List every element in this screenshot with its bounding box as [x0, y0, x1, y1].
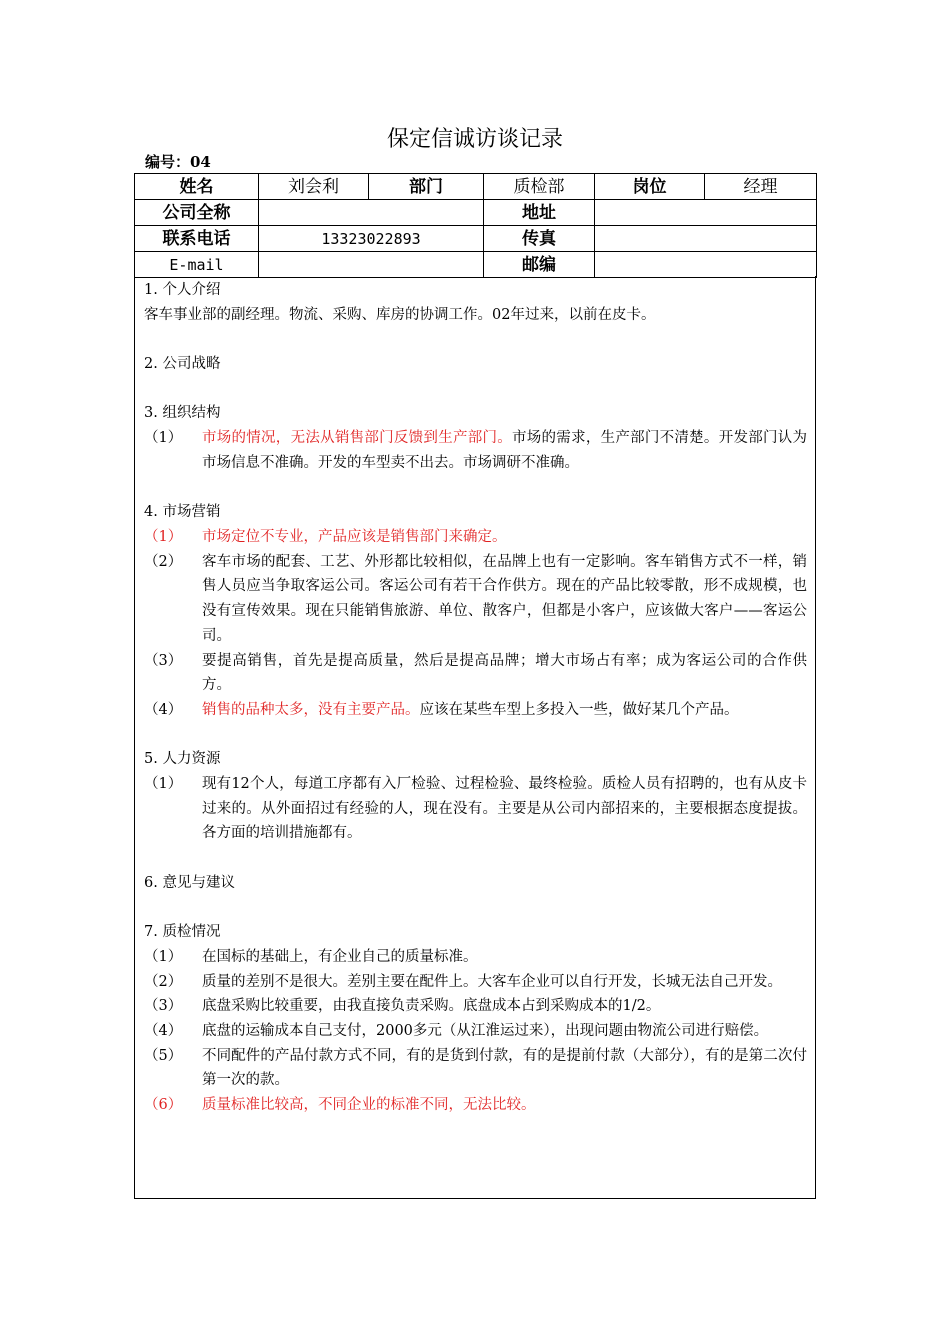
highlight-text: 销售的品种太多，没有主要产品。	[202, 701, 420, 718]
department-label: 部门	[369, 174, 484, 200]
item-number: （3）	[144, 652, 183, 669]
item-text: 客车市场的配套、工艺、外形都比较相似，在品牌上也有一定影响。客车销售方式不一样，销售人员应当争取客运公司。客运公司有若干合作供方。现在的产品比较零散，形不成规模，也没有宣传效果。现在只能销售旅游、单位、散客户，但都是小客户，应该做大客户——客运公司。	[202, 553, 807, 644]
item-number: （5）	[144, 1047, 183, 1064]
table-row	[135, 200, 817, 226]
item-number: （1）	[144, 948, 183, 965]
email-value	[259, 252, 484, 278]
info-table	[134, 173, 817, 278]
company-value	[259, 200, 484, 226]
table-row	[135, 174, 817, 200]
zip-label: 邮编	[484, 252, 595, 278]
list-item	[144, 1019, 807, 1044]
zip-value	[595, 252, 817, 278]
section-heading: 1. 个人介绍	[144, 282, 221, 298]
company-label: 公司全称	[135, 200, 259, 226]
item-text: 要提高销售，首先是提高质量，然后是提高品牌；增大市场占有率；成为客运公司的合作供方。	[202, 652, 807, 694]
item-number: （2）	[144, 973, 183, 990]
item-text: 应该在某些车型上多投入一些，做好某几个产品。	[419, 701, 739, 718]
item-number: （6）	[144, 1097, 183, 1114]
position-label: 岗位	[595, 174, 705, 200]
item-text: 质量的差别不是很大。差别主要在配件上。大客车企业可以自行开发，长城无法自己开发。	[202, 973, 782, 990]
section-heading: 4. 市场营销	[144, 504, 221, 521]
list-item	[144, 698, 807, 723]
list-item	[144, 1093, 807, 1118]
item-text: 底盘的运输成本自己支付，2000多元（从江淮运过来），出现问题由物流公司进行赔偿。	[202, 1023, 769, 1039]
item-number: （2）	[144, 553, 183, 570]
table-row	[135, 226, 817, 252]
highlight-text: 市场定位不专业，产品应该是销售部门来确定。	[202, 528, 507, 545]
table-row	[135, 252, 817, 278]
item-number: （4）	[144, 701, 183, 718]
document-number: 编号：04	[145, 153, 211, 171]
department-value: 质检部	[484, 174, 595, 200]
section-heading: 5. 人力资源	[144, 751, 221, 768]
list-item	[144, 1044, 807, 1093]
section-heading: 2. 公司战略	[144, 356, 221, 373]
list-item	[144, 772, 807, 846]
item-text: 在国标的基础上，有企业自己的质量标准。	[202, 948, 478, 965]
highlight-text: 市场的情况，无法从销售部门反馈到生产部门。	[202, 430, 513, 447]
item-number: （3）	[144, 998, 183, 1015]
item-number: （1）	[144, 430, 183, 447]
item-text: 市场的需求，生产部门不清楚。开发部门认为市场信息不准确。开发的车型卖不出去。市场调研不准确。	[202, 430, 808, 471]
list-item	[144, 649, 807, 698]
email-label: E-mail	[135, 252, 259, 278]
item-number: （1）	[144, 528, 183, 545]
item-text: 底盘采购比较重要，由我直接负责采购。底盘成本占到采购成本的1/2。	[202, 998, 661, 1015]
phone-label: 联系电话	[135, 226, 259, 252]
phone-value: 13323022893	[259, 226, 484, 252]
fax-label: 传真	[484, 226, 595, 252]
highlight-text: 质量标准比较高，不同企业的标准不同，无法比较。	[202, 1097, 536, 1114]
section-paragraph: 客车事业部的副经理。物流、采购、库房的协调工作。02年过来，以前在皮卡。	[144, 306, 656, 323]
item-text: 现有12个人，每道工序都有入厂检验、过程检验、最终检验。质检人员有招聘的，也有从皮卡过来的。从外面招过有经验的人，现在没有。主要是从公司内部招来的，主要根据态度提拔。各方面的培训措施都有。	[202, 776, 807, 842]
list-item	[144, 550, 807, 649]
fax-value	[595, 226, 817, 252]
interview-body	[134, 276, 816, 1199]
address-label: 地址	[484, 200, 595, 226]
document-title: 保定信诚访谈记录	[386, 127, 563, 152]
position-value: 经理	[705, 174, 817, 200]
section-heading: 7. 质检情况	[144, 924, 221, 941]
interview-content	[144, 278, 807, 1118]
name-label: 姓名	[135, 174, 259, 200]
item-text: 不同配件的产品付款方式不同，有的是货到付款，有的是提前付款（大部分），有的是第二次付第一次的款。	[202, 1047, 807, 1089]
item-number: （1）	[144, 776, 183, 792]
section-heading: 6. 意见与建议	[144, 874, 235, 891]
list-item	[144, 945, 807, 970]
list-item	[144, 994, 807, 1019]
address-value	[595, 200, 817, 226]
list-item	[144, 525, 807, 550]
list-item	[144, 426, 807, 475]
list-item	[144, 970, 807, 995]
section-heading: 3. 组织结构	[144, 405, 221, 422]
name-value: 刘会利	[259, 174, 369, 200]
item-number: （4）	[144, 1023, 183, 1039]
